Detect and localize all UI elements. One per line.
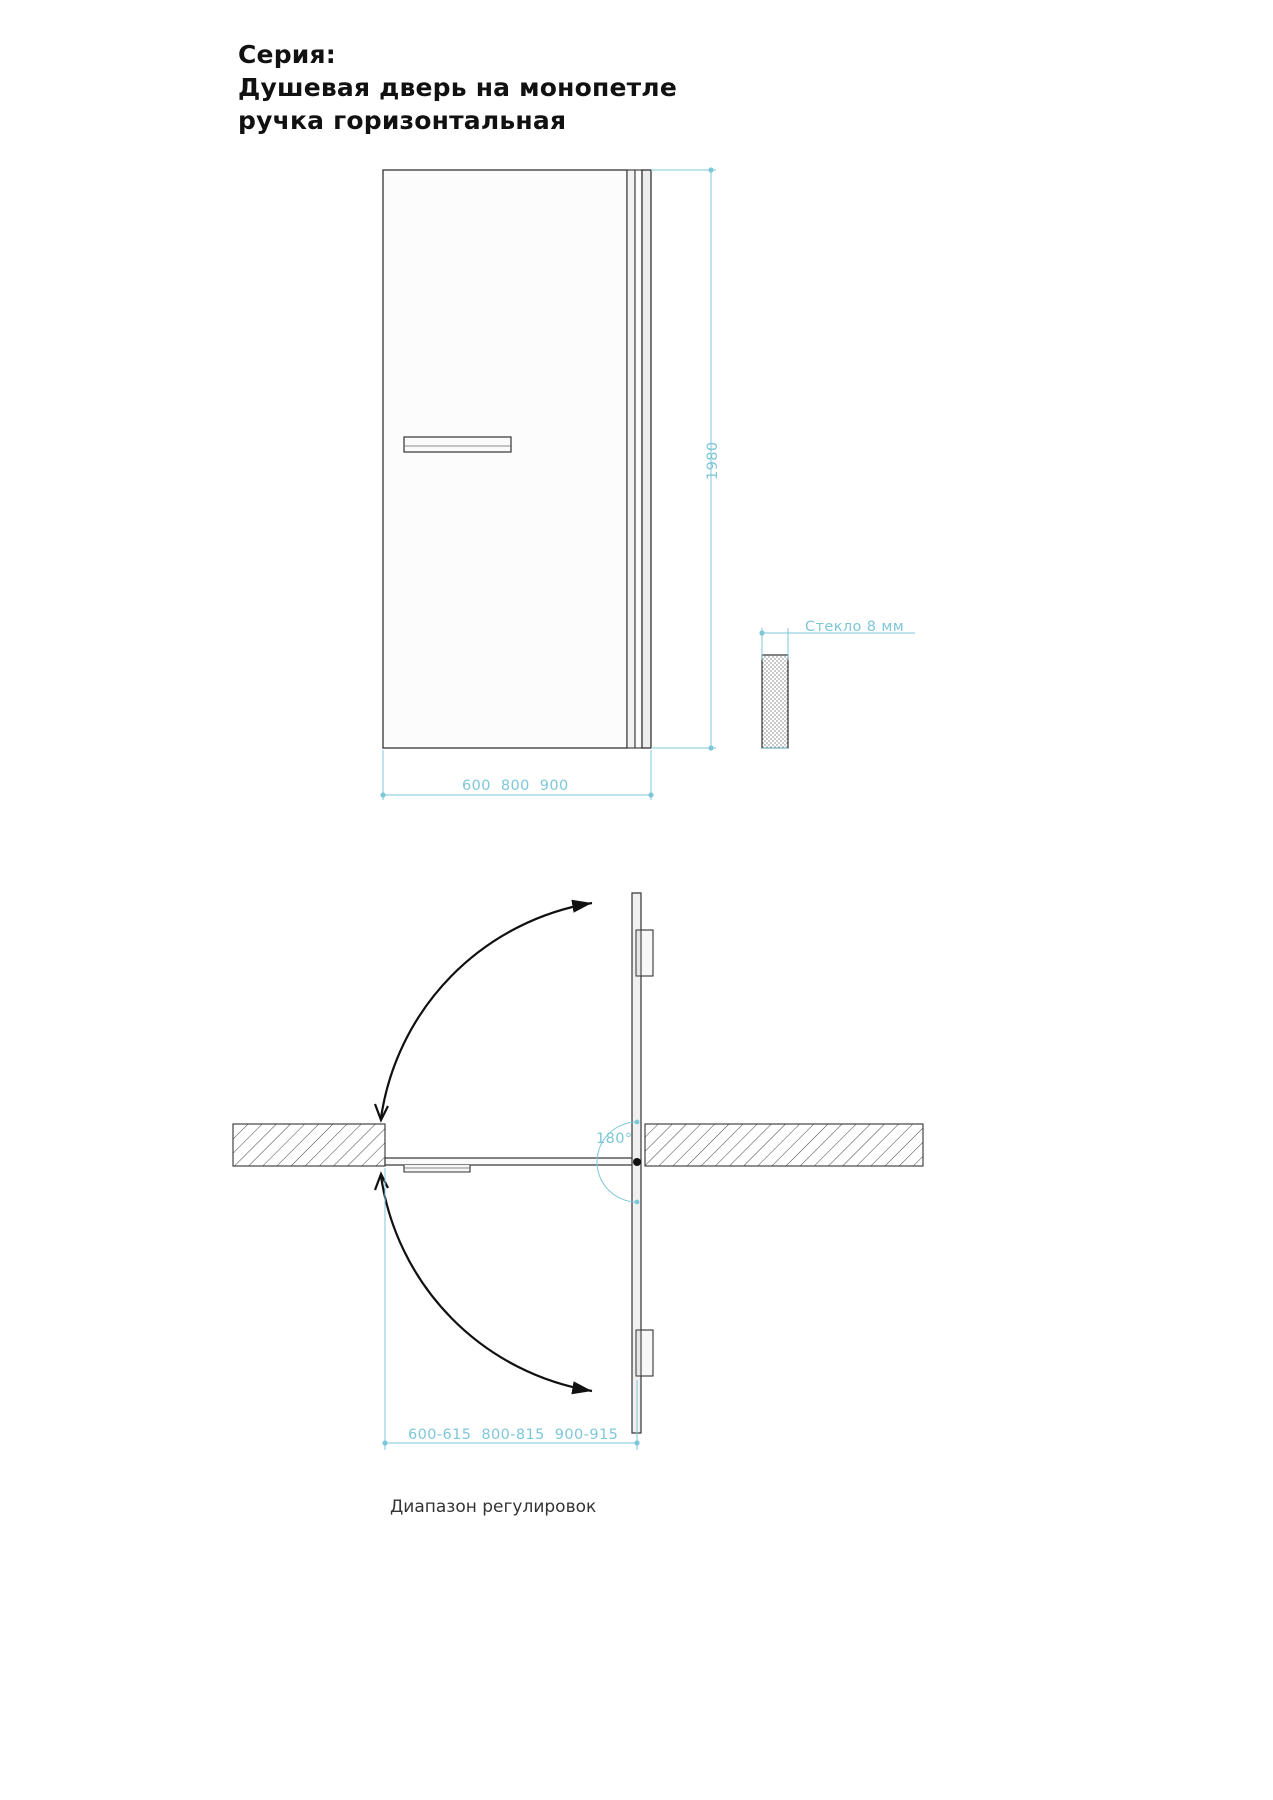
title-line-3: ручка горизонтальная [238, 106, 567, 135]
title-line-2: Душевая дверь на монопетле [238, 73, 677, 102]
plan-view [233, 893, 923, 1433]
front-elevation [383, 170, 651, 748]
glass-thickness-label: Стекло 8 мм [805, 619, 905, 635]
title-line-1: Серия: [238, 40, 336, 69]
glass-section-view [762, 655, 788, 748]
plan-view-caption: Диапазон регулировок [390, 1497, 597, 1517]
front-height-dimension: 1980 [705, 441, 721, 480]
adjustment-range-dimension: 600-615 800-815 900-915 [408, 1427, 619, 1443]
swing-angle-label: 180° [596, 1131, 633, 1147]
front-width-dimension: 600 800 900 [462, 778, 569, 794]
